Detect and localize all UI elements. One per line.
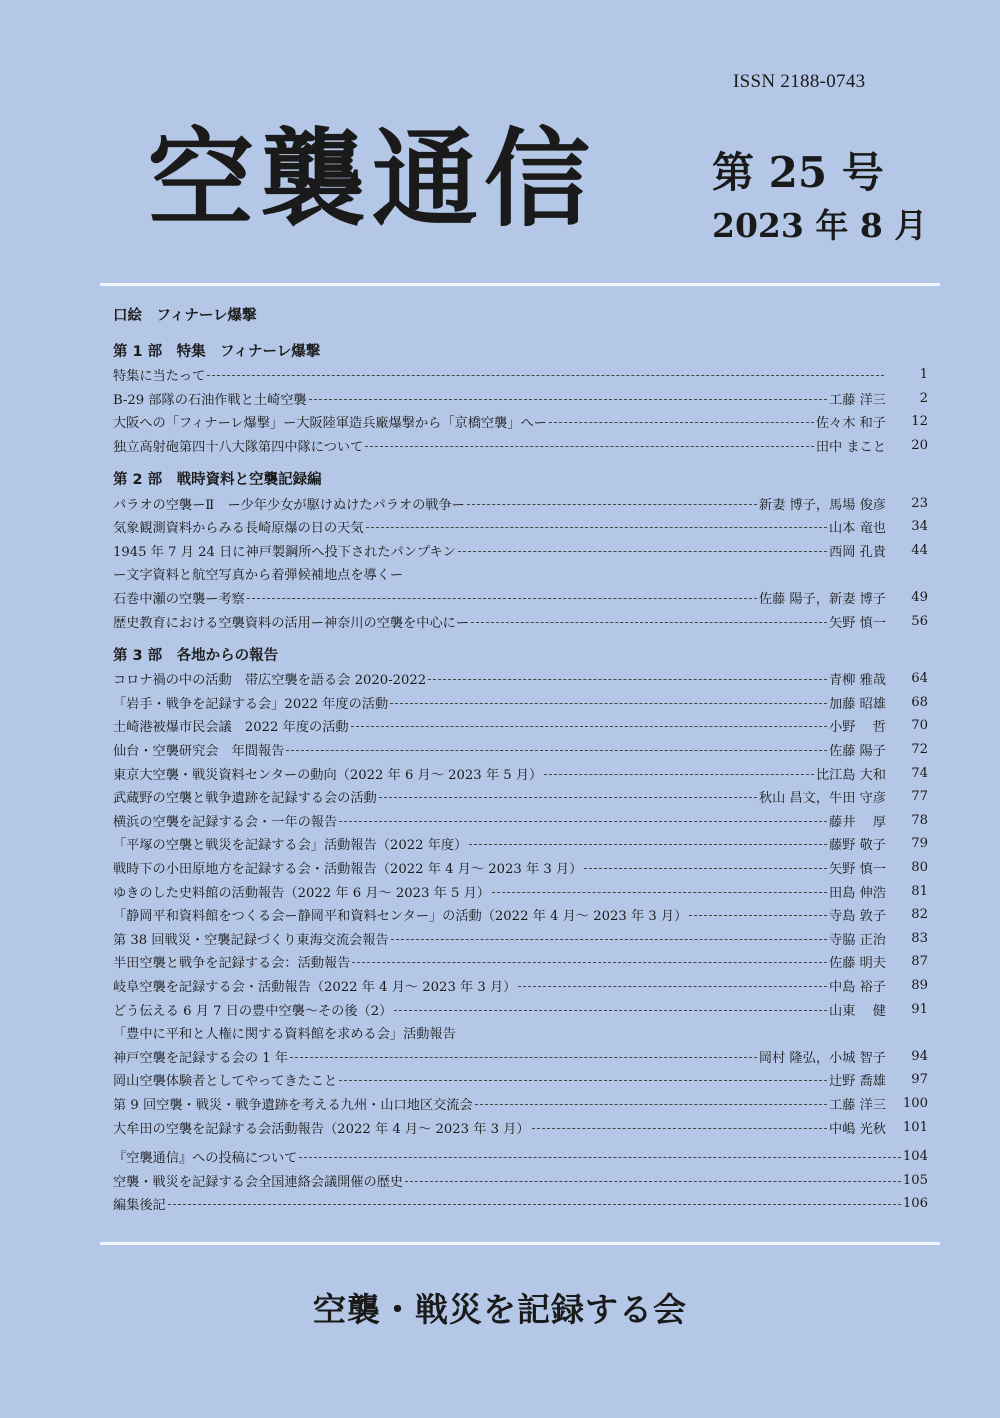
entry-author: 山東 健 (829, 1003, 886, 1019)
entry-page: 97 (911, 1072, 928, 1088)
leader-dots (689, 915, 827, 916)
part1-heading: 第 1 部 特集 フィナーレ爆撃 (113, 344, 321, 360)
entry-page: 101 (902, 1119, 928, 1135)
toc-entry (113, 1192, 928, 1216)
leader-dots (365, 446, 814, 447)
leader-dots (532, 1128, 827, 1129)
leader-dots (286, 750, 827, 751)
entry-author: 藤井 厚 (829, 814, 886, 830)
entry-author: 山本 竜也 (829, 521, 886, 537)
leader-dots (492, 892, 827, 893)
leader-dots (391, 939, 827, 940)
leader-dots (379, 797, 757, 798)
entry-author: 寺島 敦子 (829, 909, 886, 925)
toc-entry (113, 491, 928, 515)
entry-page: 100 (902, 1095, 928, 1111)
part3-list (113, 667, 928, 1139)
toc-entry (113, 714, 928, 738)
entry-author: 西岡 孔貴 (829, 544, 886, 560)
entry-title: 1945 年 7 月 24 日に神戸製鋼所へ投下されたパンプキン (113, 544, 456, 560)
leader-dots (390, 703, 827, 704)
top-divider (100, 283, 940, 286)
appendix-list (113, 1145, 928, 1216)
entry-title: 「静岡平和資料館をつくる会ー静岡平和資料センター」の活動（2022 年 4 月～ 2023 年 3 月） (113, 909, 688, 925)
entry-page: 91 (911, 1001, 928, 1017)
entry-page: 20 (911, 438, 928, 454)
entry-author: 中島 裕子 (829, 979, 886, 995)
toc-entry (113, 586, 928, 610)
leader-dots (299, 1157, 900, 1158)
leader-dots (469, 844, 827, 845)
entry-page: 56 (911, 613, 928, 629)
entry-page: 87 (911, 954, 928, 970)
entry-page: 104 (902, 1149, 928, 1165)
leader-dots (394, 1010, 827, 1011)
part2-heading: 第 2 部 戦時資料と空襲記録編 (113, 472, 322, 489)
entry-page: 12 (911, 414, 928, 430)
toc-entry (113, 667, 928, 691)
toc-entry (113, 1168, 928, 1192)
entry-author: 田中 まこと (815, 440, 886, 456)
entry-title: 岐阜空襲を記録する会・活動報告（2022 年 4 月～ 2023 年 3 月） (113, 979, 517, 995)
leader-dots (544, 774, 814, 775)
entry-author: 比江島 大和 (815, 767, 886, 783)
toc-entry (113, 410, 928, 434)
entry-page: 79 (911, 836, 928, 852)
toc-entry (113, 856, 928, 880)
entry-author: 工藤 洋三 (829, 392, 886, 408)
entry-title: 「平塚の空襲と戦災を記録する会」活動報告（2022 年度） (113, 838, 468, 854)
entry-page: 78 (911, 812, 928, 828)
entry-title: ゆきのした史料館の活動報告（2022 年 6 月～ 2023 年 5 月） (113, 885, 490, 901)
entry-page: 80 (911, 859, 928, 875)
entry-title: 神戸空襲を記録する会の 1 年 (113, 1050, 289, 1066)
leader-dots (168, 1204, 901, 1205)
leader-dots (471, 622, 827, 623)
entry-page: 23 (911, 495, 928, 511)
entry-page: 49 (911, 590, 928, 606)
entry-title: 編集後記 (113, 1198, 166, 1214)
entry-title: 土崎港被爆市民会議 2022 年度の活動 (113, 720, 349, 736)
publisher: 空襲・戦災を記録する会 (313, 1290, 687, 1329)
toc-entry (113, 926, 928, 950)
entry-page: 68 (911, 694, 928, 710)
entry-author: 佐藤 陽子 (829, 744, 886, 760)
leader-dots (458, 551, 827, 552)
leader-dots (339, 821, 827, 822)
toc-entry (113, 609, 928, 633)
entry-title: 仙台・空襲研究会 年間報告 (113, 744, 285, 760)
entry-author: 辻野 喬雄 (829, 1074, 886, 1090)
toc-entry (113, 387, 928, 411)
leader-dots (428, 679, 827, 680)
entry-author: 秋山 昌文，牛田 守彦 (758, 791, 886, 807)
toc-entry (113, 1068, 928, 1092)
leader-dots (351, 726, 827, 727)
toc-entry (113, 539, 928, 563)
entry-author: 加藤 昭雄 (829, 696, 886, 712)
entry-title: コロナ禍の中の活動 帯広空襲を語る会 2020-2022 (113, 673, 427, 689)
entry-page: 94 (911, 1048, 928, 1064)
toc-entry (113, 761, 928, 785)
entry-author: 佐藤 明夫 (829, 956, 886, 972)
entry-title: 大阪への「フィナーレ爆撃」ー大阪陸軍造兵廠爆撃から「京橋空襲」へー (113, 416, 547, 432)
part2-list (113, 491, 928, 633)
issue-date: 2023 年 8 月 (712, 206, 928, 245)
toc-entry (113, 738, 928, 762)
entry-author: 新妻 博子，馬場 俊彦 (758, 497, 886, 513)
leader-dots (549, 422, 814, 423)
entry-title: 気象観測資料からみる長崎原爆の日の天気 (113, 521, 364, 537)
entry-page: 2 (919, 390, 928, 406)
part3-heading: 第 3 部 各地からの報告 (113, 647, 279, 664)
entry-title: 東京大空襲・戦災資料センターの動向（2022 年 6 月～ 2023 年 5 月） (113, 767, 543, 783)
issn: ISSN 2188-0743 (733, 71, 866, 92)
entry-title: 岡山空襲体験者としてやってきたこと (113, 1074, 338, 1090)
entry-page: 72 (911, 742, 928, 758)
entry-title: 横浜の空襲を記録する会・一年の報告 (113, 814, 338, 830)
table-of-contents (113, 305, 928, 1216)
toc-entry (113, 832, 928, 856)
entry-page: 1 (919, 367, 928, 383)
entry-title: 『空襲通信』への投稿について (113, 1151, 298, 1167)
entry-page: 70 (911, 718, 928, 734)
journal-title: 空襲通信 (148, 116, 596, 241)
leader-dots (309, 399, 827, 400)
entry-author: 青柳 雅哉 (829, 673, 886, 689)
issue-number: 第 25 号 (712, 148, 884, 197)
entry-title: 独立高射砲第四十八大隊第四中隊について (113, 440, 364, 456)
entry-title: 戦時下の小田原地方を記録する会・活動報告（2022 年 4 月～ 2023 年 3 月） (113, 861, 583, 877)
leader-dots (352, 962, 827, 963)
entry-title: 半田空襲と戦争を記録する会：活動報告 (113, 956, 351, 972)
entry-author: 岡村 隆弘，小城 智子 (758, 1050, 886, 1066)
entry-title: ー文字資料と航空写真から着弾候補地点を導くー (113, 568, 404, 584)
entry-author: 田島 伸浩 (829, 885, 886, 901)
toc-entry (113, 809, 928, 833)
toc-entry (113, 1092, 928, 1116)
leader-dots (475, 1104, 827, 1105)
leader-dots (290, 1057, 757, 1058)
entry-page: 81 (911, 883, 928, 899)
entry-page: 44 (911, 542, 928, 558)
entry-title: 空襲・戦災を記録する会全国連絡会議開催の歴史 (113, 1174, 404, 1190)
entry-author: 矢野 慎一 (829, 861, 886, 877)
toc-entry (113, 1044, 928, 1068)
entry-title: どう伝える 6 月 7 日の豊中空襲～その後（2） (113, 1003, 393, 1019)
entry-title: 特集に当たって (113, 369, 206, 385)
entry-title: パラオの空襲ーⅡ ー少年少女が駆けぬけたパラオの戦争ー (113, 497, 465, 513)
entry-author: 佐々木 和子 (815, 416, 886, 432)
toc-entry (113, 1145, 928, 1169)
entry-page: 77 (911, 789, 928, 805)
entry-page: 74 (911, 765, 928, 781)
frontispiece-heading: 口絵 フィナーレ爆撃 (113, 308, 257, 324)
leader-dots (366, 527, 827, 528)
bottom-divider (100, 1242, 940, 1245)
entry-page: 64 (911, 671, 928, 687)
leader-dots (247, 598, 757, 599)
leader-dots (467, 504, 757, 505)
entry-author: 中嶋 光秋 (829, 1121, 886, 1137)
leader-dots (207, 375, 884, 376)
toc-entry (113, 515, 928, 539)
entry-author: 藤野 敬子 (829, 838, 886, 854)
entry-page: 34 (911, 519, 928, 535)
entry-author: 佐藤 陽子，新妻 博子 (758, 592, 886, 608)
toc-entry (113, 562, 928, 586)
entry-author: 小野 哲 (829, 720, 886, 736)
entry-page: 82 (911, 907, 928, 923)
entry-author: 矢野 慎一 (829, 615, 886, 631)
toc-entry (113, 903, 928, 927)
toc-entry (113, 950, 928, 974)
entry-title: 「豊中に平和と人権に関する資料館を求める会」活動報告 (113, 1027, 456, 1043)
entry-title: 石巻中瀬の空襲ー考察 (113, 592, 245, 608)
entry-title: 武蔵野の空襲と戦争遺跡を記録する会の活動 (113, 791, 377, 807)
toc-entry (113, 785, 928, 809)
entry-title: 歴史教育における空襲資料の活用ー神奈川の空襲を中心にー (113, 615, 470, 631)
toc-entry (113, 363, 928, 387)
entry-author: 寺脇 正治 (829, 932, 886, 948)
entry-page: 105 (902, 1172, 928, 1188)
entry-title: B-29 部隊の石油作戦と土崎空襲 (113, 392, 307, 408)
toc-entry (113, 997, 928, 1021)
leader-dots (584, 868, 827, 869)
entry-page: 89 (911, 977, 928, 993)
entry-page: 83 (911, 930, 928, 946)
entry-title: 「岩手・戦争を記録する会」2022 年度の活動 (113, 696, 389, 712)
entry-author: 工藤 洋三 (829, 1097, 886, 1113)
toc-entry (113, 879, 928, 903)
leader-dots (518, 986, 827, 987)
entry-title: 第 9 回空襲・戦災・戦争遺跡を考える九州・山口地区交流会 (113, 1097, 473, 1113)
toc-entry (113, 1021, 928, 1045)
toc-entry (113, 974, 928, 998)
toc-entry (113, 434, 928, 458)
entry-page: 106 (902, 1196, 928, 1212)
toc-entry (113, 691, 928, 715)
entry-title: 第 38 回戦災・空襲記録づくり東海交流会報告 (113, 932, 389, 948)
part1-list (113, 363, 928, 457)
leader-dots (405, 1181, 901, 1182)
toc-entry (113, 1115, 928, 1139)
leader-dots (339, 1080, 827, 1081)
entry-title: 大牟田の空襲を記録する会活動報告（2022 年 4 月～ 2023 年 3 月） (113, 1121, 530, 1137)
